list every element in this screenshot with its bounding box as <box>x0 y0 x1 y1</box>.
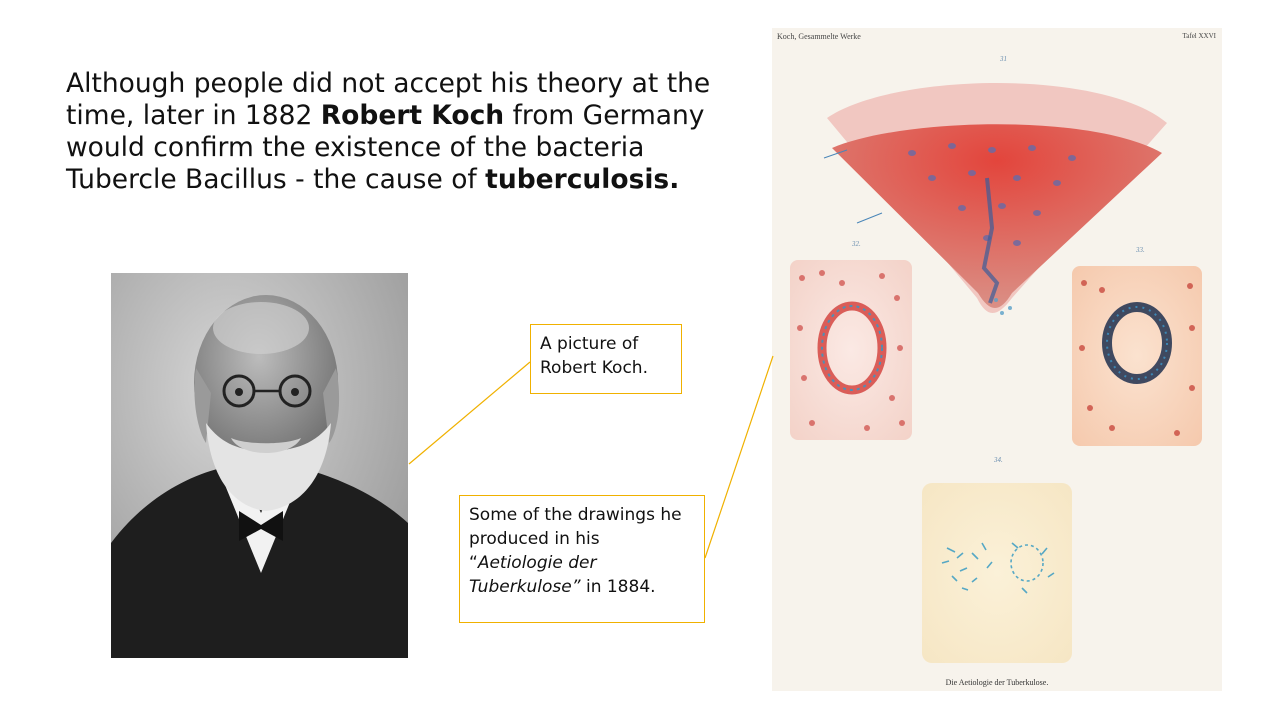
fig-32-label: 32. <box>852 240 861 248</box>
drawings-callout <box>459 495 705 623</box>
plate-footer: Die Aetiologie der Tuberkulose. <box>945 678 1049 687</box>
portrait-callout <box>530 324 682 394</box>
portrait-illustration <box>111 273 408 658</box>
main-paragraph <box>66 68 726 196</box>
heading-bold-tuberculosis: tuberculosis. <box>485 164 680 195</box>
drawings-callout-text-1: Some of the drawings he produced in his “ <box>469 505 682 573</box>
connector-plate <box>705 356 773 558</box>
plate-header-right: Tafel XXVI <box>1182 32 1216 40</box>
heading-text-1: Although people did not accept his theory at the time, later in 1882 <box>66 68 711 131</box>
fig-31-label: 31 <box>1000 55 1007 63</box>
koch-drawings-plate <box>772 28 1222 691</box>
portrait-callout-text: A picture of Robert Koch. <box>540 334 648 378</box>
heading-text-2: from Germany would confirm the existence of the bacteria Tubercle Bacillus - the cause of <box>66 100 705 195</box>
fig-34-label: 34. <box>994 456 1003 464</box>
connector-portrait <box>409 362 530 464</box>
plate-header-left: Koch, Gesammelte Werke <box>777 32 861 41</box>
robert-koch-portrait <box>111 273 408 658</box>
fig-33-label: 33. <box>1136 246 1145 254</box>
plate-illustrations <box>772 28 1222 691</box>
drawings-callout-text-2: in 1884. <box>580 577 656 597</box>
drawings-callout-italic: Aetiologie der Tuberkulose” <box>469 553 597 597</box>
heading-bold-koch: Robert Koch <box>320 100 505 131</box>
